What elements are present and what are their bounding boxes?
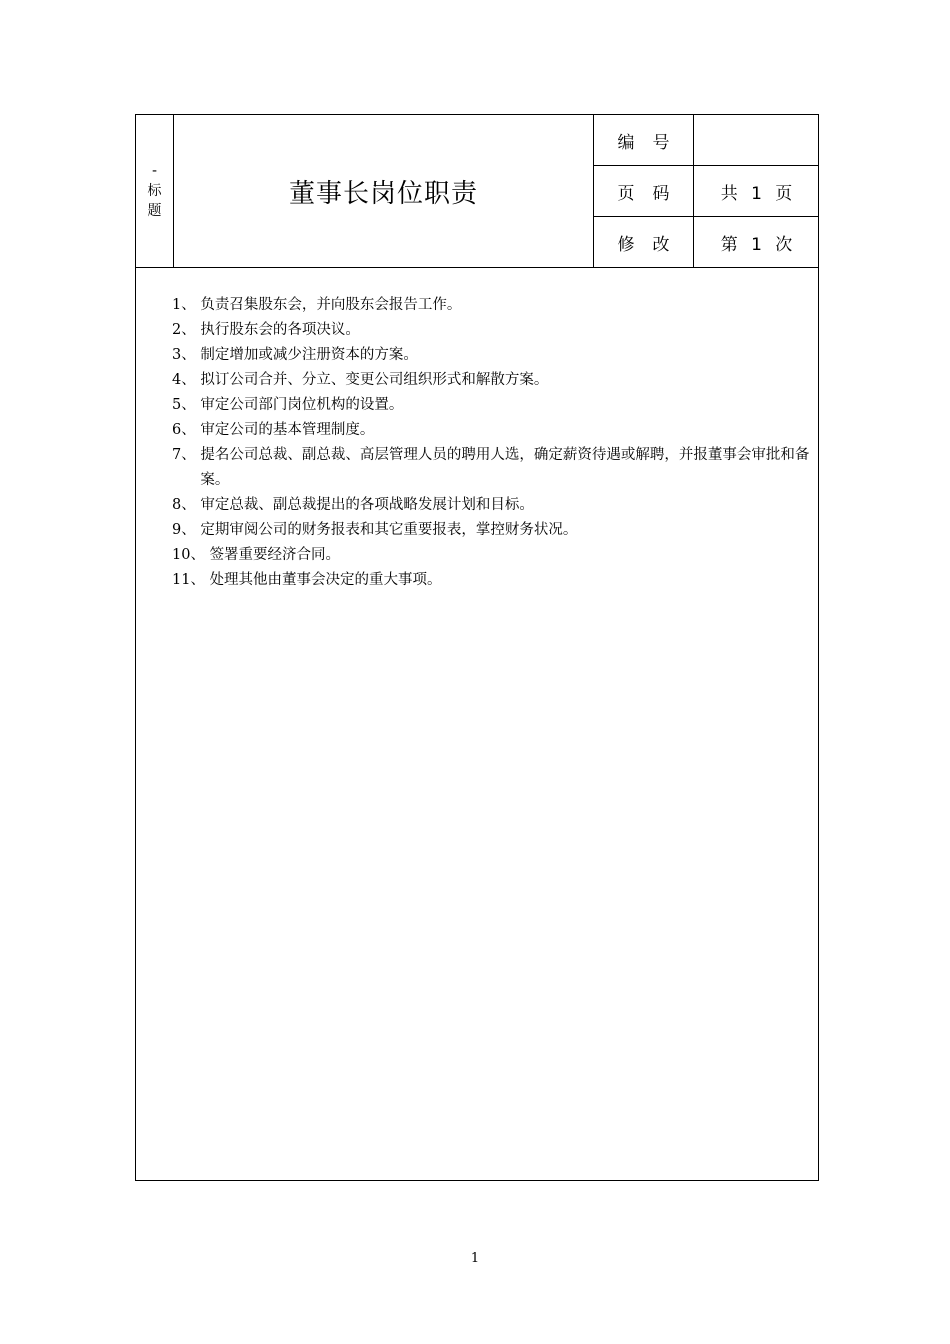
meta-value: 第 1 次 — [720, 234, 793, 255]
meta-value: 共 1 页 — [720, 183, 793, 204]
meta-key: 编号 — [594, 115, 694, 165]
item-text: 审定公司部门岗位机构的设置。 — [200, 397, 404, 413]
item-number: 11、 — [172, 572, 210, 588]
meta-row-pages — [594, 166, 818, 217]
list-item — [172, 543, 814, 568]
item-number: 5、 — [172, 397, 201, 413]
item-text: 审定公司的基本管理制度。 — [200, 422, 375, 438]
title-cell — [174, 115, 594, 267]
item-number: 7、 — [172, 447, 201, 463]
page-number: 1 — [470, 1251, 480, 1266]
item-text: 签署重要经济合同。 — [209, 547, 341, 563]
item-number: 4、 — [172, 372, 201, 388]
item-text: 拟订公司合并、分立、变更公司组织形式和解散方案。 — [200, 372, 549, 388]
item-number: 3、 — [172, 347, 201, 363]
meta-key: 修改 — [594, 217, 694, 267]
label-char: 题 — [147, 203, 162, 219]
title-label-column — [136, 115, 174, 267]
item-number: 8、 — [172, 497, 201, 513]
meta-row-revision — [594, 217, 818, 267]
meta-key: 页码 — [594, 166, 694, 216]
label-char: - — [151, 163, 158, 179]
item-number: 9、 — [172, 522, 201, 538]
list-item — [172, 318, 814, 343]
item-text: 定期审阅公司的财务报表和其它重要报表，掌控财务状况。 — [200, 522, 578, 538]
item-number: 2、 — [172, 322, 201, 338]
item-text: 处理其他由董事会决定的重大事项。 — [209, 572, 442, 588]
list-item — [172, 393, 814, 418]
header-table — [136, 115, 818, 268]
item-number: 1、 — [172, 297, 201, 313]
label-char: 标 — [147, 183, 162, 199]
meta-value — [695, 115, 818, 165]
meta-row-number — [594, 115, 818, 166]
item-number: 10、 — [172, 547, 210, 563]
list-item — [172, 568, 814, 593]
item-text: 提名公司总裁、副总裁、高层管理人员的聘用人选，确定薪资待遇或解聘，并报董事会审批和备案。 — [200, 447, 810, 488]
list-item — [172, 368, 814, 393]
item-text: 制定增加或减少注册资本的方案。 — [200, 347, 418, 363]
duties-list — [172, 293, 814, 593]
document-frame — [135, 114, 819, 1181]
item-text: 审定总裁、副总裁提出的各项战略发展计划和目标。 — [200, 497, 534, 513]
item-number: 6、 — [172, 422, 201, 438]
list-item — [172, 493, 814, 518]
page-title: 董事长岗位职责 — [288, 178, 478, 209]
list-item — [172, 293, 814, 318]
item-text: 执行股东会的各项决议。 — [200, 322, 360, 338]
list-item — [172, 518, 814, 543]
item-text: 负责召集股东会，并向股东会报告工作。 — [200, 297, 462, 313]
list-item — [172, 343, 814, 368]
list-item — [172, 418, 814, 443]
list-item — [172, 443, 814, 493]
